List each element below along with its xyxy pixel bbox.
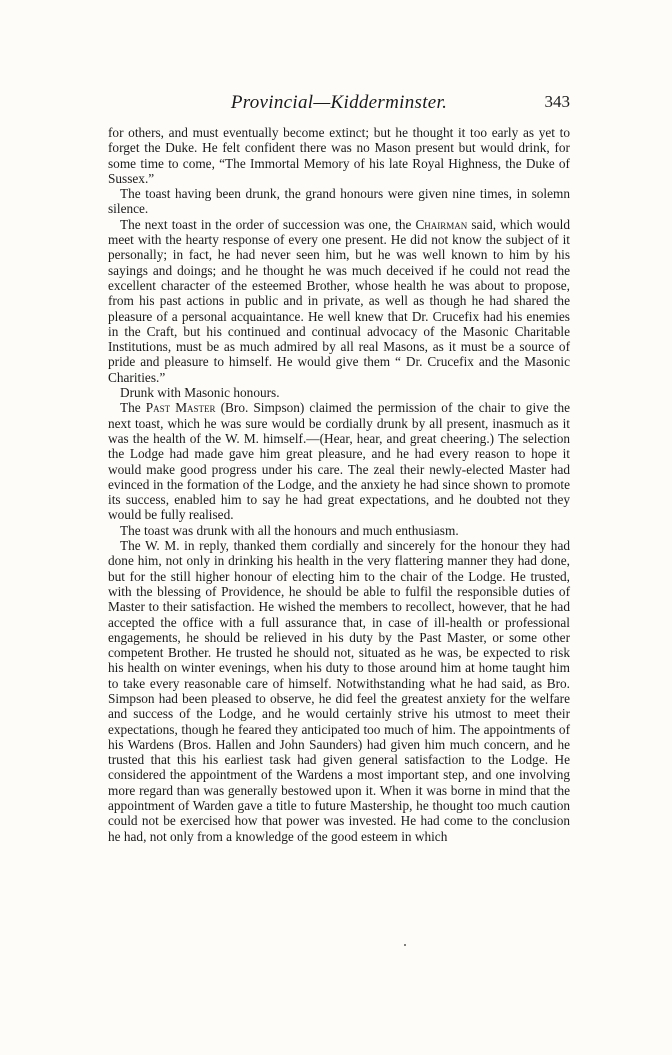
body-text [108,125,570,844]
paragraph-masonic-honours: Drunk with Masonic honours. [120,385,280,401]
running-title: Provincial—Kidderminster. [230,92,448,113]
page-number: 343 [544,92,570,111]
printer-mark [404,944,406,946]
paragraph-wm-reply: The W. M. in reply, thanked them cordially and sincerely for the honour they had done him, not only in drinking his health in the very flattering manner they had done, but for the still higher honour of electing him to the chair of the Lodge. He trusted, with the blessing of Providence, he should be able to fulfil the responsible duties of Master to their satisfaction. He wished the members to recollect, however, that he had accepted the office with a full assurance that, in case of ill-health or professional engagements, he should be relieved in his duty by the Past Master, or some other competent Brother. He trusted he should not, situated as he was, be expected to risk his health on winter evenings, when his duty to those around him at home taught him to take every reasonable care of himself. Notwithstanding what he had said, as Bro. Simpson had been pleased to observe, he did feel the greatest anxiety for the welfare and success of the Lodge, and he would certainly strive his utmost to meet their expectations, though he feared they anticipated too much of him. The appointments of his Wardens (Bros. Hallen and John Saunders) had given him much concern, and he trusted that this his earliest task had given general satisfaction to the Lodge. He considered the appointment of the Wardens a most important step, and one involving more regard than was generally bestowed upon it. When it was borne in mind that the appointment of Warden gave a title to future Mastership, he thought too much caution could not be exercised how that power was invested. He had come to the conclusion he had, not only from a knowledge of the good esteem in which [108,538,570,844]
speaker-chairman: Chairman [415,216,468,232]
paragraph-chairman-toast [108,217,570,385]
paragraph-chairman-toast-lead: The next toast in the order of succession was one, the [120,216,416,232]
paragraph-continuation: for others, and must eventually become extinct; but he thought it too early as yet to forget the Duke. He felt confident there was no Mason present but would drink, for some time to come, “The Immortal Memory of his late Royal Highness, the Duke of Sussex.” [108,125,570,186]
paragraph-past-master-toast [108,400,570,522]
speaker-past-master: Past Master [145,400,216,416]
page-header [108,92,570,118]
paragraph-toast-enthusiasm: The toast was drunk with all the honours and much enthusiasm. [120,522,459,538]
paragraph-chairman-toast-body: said, which would meet with the hearty response of every one present. He did not know the subject of it personally; in fact, he had never seen him, but he was well known to him by his sayings and doings; and he thought he was much deceived if he could not read the excellent character of the esteemed Brother, whose health he was about to propose, from his past actions in public and in private, as well as though he had shared the pleasure of a personal acquaintance. He well knew that Dr. Crucefix had his enemies in the Craft, but his continued and continual advocacy of the Masonic Charitable Institutions, must be as much admired by all real Masons, as it must be a source of pride and pleasure to himself. He would give them “ Dr. Crucefix and the Masonic Charities.” [108,216,570,385]
paragraph-past-master-lead: The [120,400,146,416]
paragraph-past-master-body: (Bro. Simpson) claimed the permission of the chair to give the next toast, which he was sure would be cordially drunk by all present, inasmuch as it was the health of the W. M. himself.—(Hear, hear, and great cheering.) The selection the Lodge had made gave him great pleasure, and he had every reason to hope it would make good progress under his care. The zeal their newly-elected Master had evinced in the formation of the Lodge, and the anxiety he had since shown to promote its success, enabled him to say he had great expectations, and he doubted not they would be fully realised. [108,400,570,523]
paragraph-toast-drunk: The toast having been drunk, the grand honours were given nine times, in solemn silence. [108,186,570,217]
